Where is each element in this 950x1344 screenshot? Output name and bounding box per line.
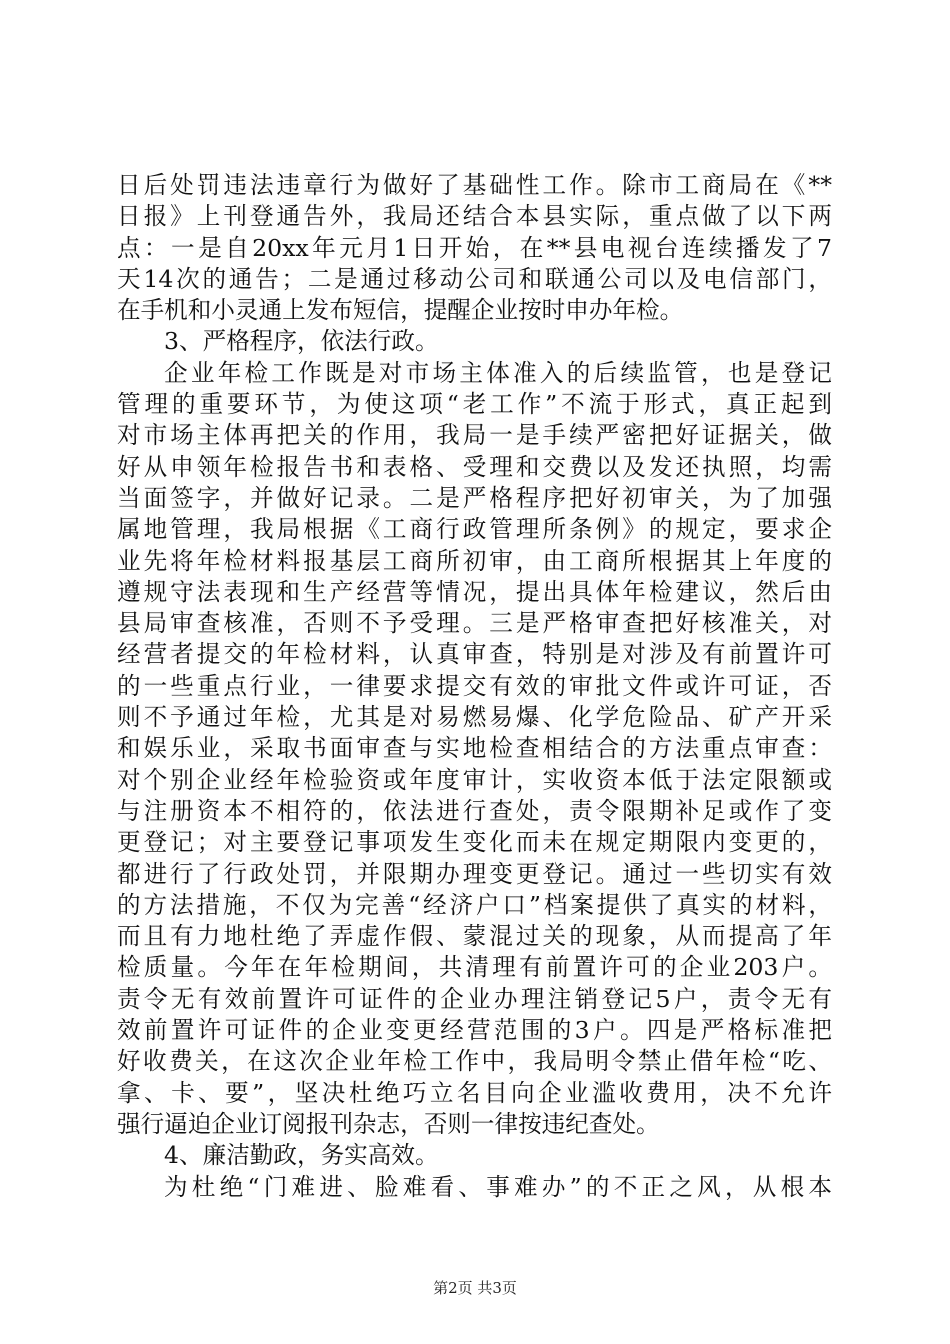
text-line: 而且有力地杜绝了弄虚作假、蒙混过关的现象，从而提高了年 (117, 922, 832, 951)
text-line: 属地管理，我局根据《工商行政管理所条例》的规定，要求企 (117, 515, 832, 544)
text-line: 管理的重要环节，为使这项“老工作”不流于形式，真正起到 (117, 390, 832, 419)
text-line: 和娱乐业，采取书面审查与实地检查相结合的方法重点审查： (117, 734, 832, 763)
text-line: 业先将年检材料报基层工商所初审，由工商所根据其上年度的 (117, 546, 832, 575)
text-line: 强行逼迫企业订阅报刊杂志，否则一律按违纪查处。 (117, 1109, 660, 1138)
document-body (117, 170, 832, 1203)
text-line: 天14次的通告；二是通过移动公司和联通公司以及电信部门， (117, 264, 832, 293)
text-line: 经营者提交的年检材料，认真审查，特别是对涉及有前置许可 (117, 640, 832, 669)
text-line: 与注册资本不相符的，依法进行查处，责令限期补足或作了变 (117, 796, 832, 825)
text-line: 在手机和小灵通上发布短信，提醒企业按时申办年检。 (117, 296, 684, 325)
text-line: 点：一是自20xx年元月1日开始，在**县电视台连续播发了7 (117, 233, 832, 262)
text-line: 更登记；对主要登记事项发生变化而未在规定期限内变更的， (117, 828, 832, 857)
text-line: 的方法措施，不仅为完善“经济户口”档案提供了真实的材料， (117, 890, 832, 919)
text-line: 效前置许可证件的企业变更经营范围的3户。四是严格标准把 (117, 1016, 832, 1045)
text-line: 好收费关，在这次企业年检工作中，我局明令禁止借年检“吃、 (117, 1047, 832, 1076)
text-line: 对个别企业经年检验资或年度审计，实收资本低于法定限额或 (117, 765, 832, 794)
text-line: 为杜绝“门难进、脸难看、事难办”的不正之风，从根本 (164, 1172, 832, 1201)
text-line: 企业年检工作既是对市场主体准入的后续监管，也是登记 (164, 358, 832, 387)
text-line: 当面签字，并做好记录。二是严格程序把好初审关，为了加强 (117, 483, 832, 512)
section-heading: 4、廉洁勤政，务实高效。 (164, 1141, 439, 1170)
text-line: 好从申领年检报告书和表格、受理和交费以及发还执照，均需 (117, 452, 832, 481)
text-line: 日报》上刊登通告外，我局还结合本县实际，重点做了以下两 (117, 202, 832, 231)
text-line: 遵规守法表现和生产经营等情况，提出具体年检建议，然后由 (117, 577, 832, 606)
section-heading: 3、严格程序，依法行政。 (164, 327, 439, 356)
text-line: 对市场主体再把关的作用，我局一是手续严密把好证据关，做 (117, 421, 832, 450)
text-line: 都进行了行政处罚，并限期办理变更登记。通过一些切实有效 (117, 859, 832, 888)
text-line: 拿、卡、要”，坚决杜绝巧立名目向企业滥收费用，决不允许 (117, 1078, 832, 1107)
text-line: 则不予通过年检，尤其是对易燃易爆、化学危险品、矿产开采 (117, 703, 832, 732)
text-line: 检质量。今年在年检期间，共清理有前置许可的企业203户。 (117, 953, 832, 982)
text-line: 的一些重点行业，一律要求提交有效的审批文件或许可证，否 (117, 671, 832, 700)
text-line: 县局审查核准，否则不予受理。三是严格审查把好核准关，对 (117, 609, 832, 638)
text-line: 日后处罚违法违章行为做好了基础性工作。除市工商局在《** (117, 171, 832, 199)
page-footer: 第2页 共3页 (433, 1279, 517, 1297)
text-line: 责令无有效前置许可证件的企业办理注销登记5户，责令无有 (117, 984, 832, 1013)
